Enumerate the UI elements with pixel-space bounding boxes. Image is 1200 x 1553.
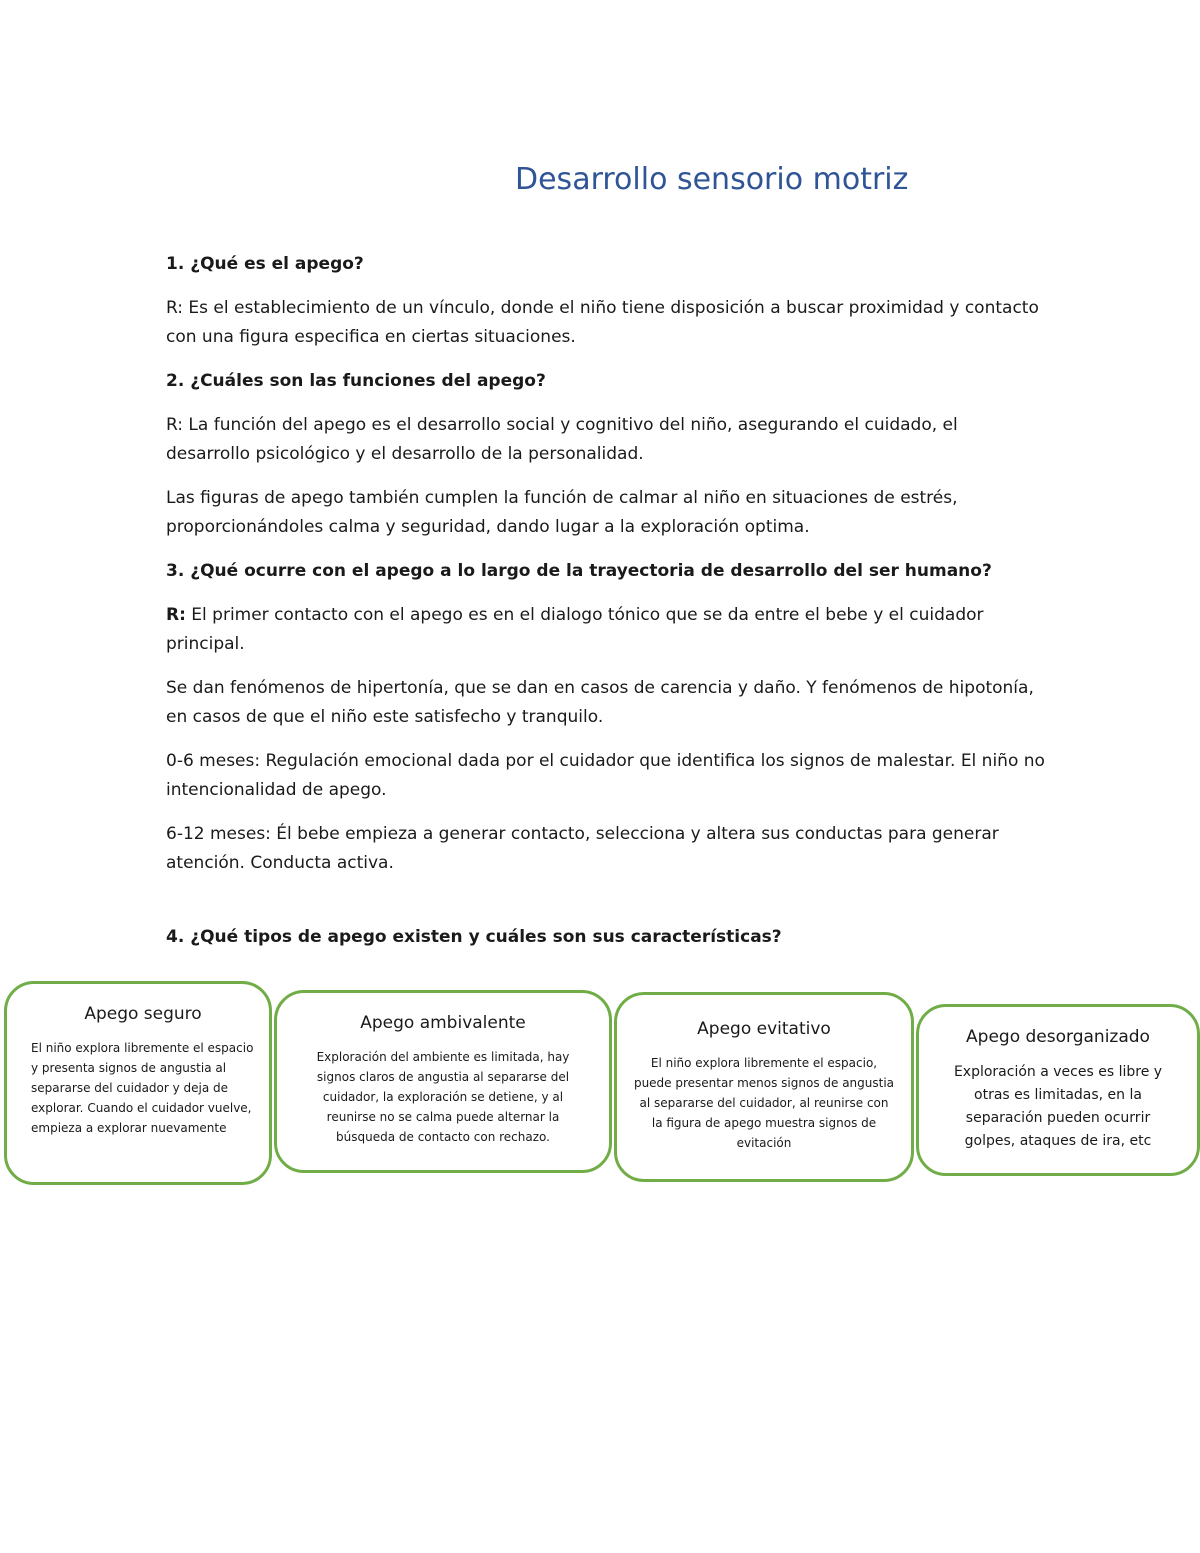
- card-apego-seguro: [4, 981, 272, 1185]
- question-4: 4. ¿Qué tipos de apego existen y cuáles son sus características?: [166, 927, 782, 947]
- card-title: Apego ambivalente: [360, 1013, 526, 1033]
- answer-1: R: Es el establecimiento de un vínculo, donde el niño tiene disposición a buscar proximidad y contacto con una figura especifica en ciertas situaciones.: [166, 298, 1039, 347]
- spacer: [166, 893, 1046, 923]
- card-apego-desorganizado: [916, 1004, 1200, 1176]
- card-text: Exploración a veces es libre y otras es limitadas, en la separación pueden ocurrir golpes, ataques de ira, etc: [953, 1064, 1163, 1149]
- answer-3-text: El primer contacto con el apego es en el dialogo tónico que se da entre el bebe y el cuidador principal.: [166, 605, 984, 654]
- question-3: 3. ¿Qué ocurre con el apego a lo largo de la trayectoria de desarrollo del ser humano?: [166, 561, 992, 581]
- question-2: 2. ¿Cuáles son las funciones del apego?: [166, 371, 546, 391]
- card-apego-ambivalente: [274, 990, 612, 1173]
- card-text: El niño explora libremente el espacio y presenta signos de angustia al separarse del cuidador y deja de explorar. Cuando el cuidador vuelve, empieza a explorar nuevamente: [31, 1041, 254, 1135]
- page-title: Desarrollo sensorio motriz: [515, 162, 909, 197]
- answer-3-label: R:: [166, 605, 186, 625]
- card-title: Apego desorganizado: [966, 1027, 1150, 1047]
- answer-2: R: La función del apego es el desarrollo social y cognitivo del niño, asegurando el cuidado, el desarrollo psicológico y el desarrollo de la personalidad.: [166, 415, 958, 464]
- answer-3: [166, 601, 1046, 659]
- card-text: El niño explora libremente el espacio, puede presentar menos signos de angustia al separarse del cuidador, al reunirse con la figura de apego muestra signos de evitación: [633, 1056, 895, 1150]
- answer-3-p4: 6-12 meses: Él bebe empieza a generar contacto, selecciona y altera sus conductas para generar atención. Conducta activa.: [166, 824, 999, 873]
- document-body: [166, 250, 1046, 967]
- card-title: Apego evitativo: [697, 1019, 831, 1039]
- card-title: Apego seguro: [84, 1004, 202, 1024]
- card-apego-evitativo: [614, 992, 914, 1182]
- question-1: 1. ¿Qué es el apego?: [166, 254, 364, 274]
- card-text: Exploración del ambiente es limitada, hay signos claros de angustia al separarse del cuidador, la exploración se detiene, y al reunirse no se calma puede alternar la búsqueda de contacto con rechazo.: [316, 1050, 570, 1144]
- answer-3-p3: 0-6 meses: Regulación emocional dada por el cuidador que identifica los signos de malestar. El niño no intencionalidad de apego.: [166, 751, 1045, 800]
- answer-3-p2: Se dan fenómenos de hipertonía, que se dan en casos de carencia y daño. Y fenómenos de hipotonía, en casos de que el niño este satisfecho y tranquilo.: [166, 678, 1034, 727]
- answer-2-extra: Las figuras de apego también cumplen la función de calmar al niño en situaciones de estrés, proporcionándoles calma y seguridad, dando lugar a la exploración optima.: [166, 488, 958, 537]
